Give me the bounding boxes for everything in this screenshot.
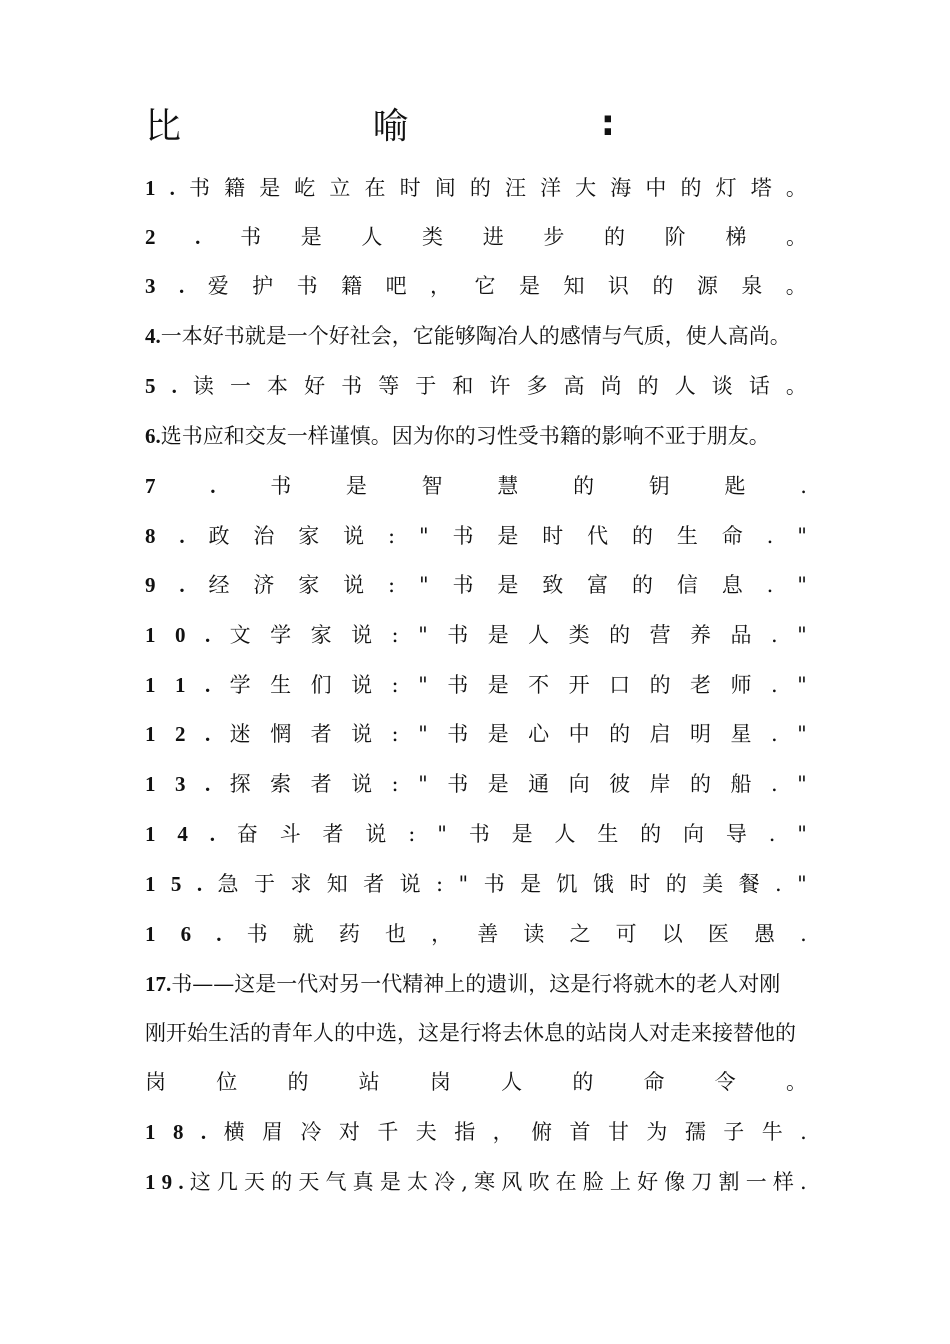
list-item: 1 3 . 探 索 者 说 : " 书 是 通 向 彼 岸 的 船 . " xyxy=(145,772,807,796)
list-item xyxy=(145,318,807,354)
title-colon: : xyxy=(600,102,615,144)
list-item: 1 9 . 这 几 天 的 天 气 真 是 太 冷 , 寒 风 吹 在 脸 上 好 像 刀 割 一 样 . xyxy=(145,1170,807,1194)
list-item: 7 . 书 是 智 慧 的 钥 匙 . xyxy=(145,474,807,498)
title-char-1: 比 xyxy=(145,105,182,147)
list-item: 1 2 . 迷 惘 者 说 : " 书 是 心 中 的 启 明 星 . " xyxy=(145,722,807,746)
list-item: 8 . 政 治 家 说 : " 书 是 时 代 的 生 命 . " xyxy=(145,524,807,548)
list-item: 1 0 . 文 学 家 说 : " 书 是 人 类 的 营 养 品 . " xyxy=(145,623,807,647)
list-item: 1 4 . 奋 斗 者 说 : " 书 是 人 生 的 向 导 . " xyxy=(145,822,807,846)
item-text-continued: 刚开始生活的青年人的中选，这是行将去休息的站岗人对走来接替他的 xyxy=(145,1021,796,1045)
page-title xyxy=(145,98,615,148)
item-text: 一本好书就是一个好社会，它能够陶冶人的感情与气质，使人高尚。 xyxy=(160,324,791,348)
item-text: 选书应和交友一样谨慎。因为你的习性受书籍的影响不亚于朋友。 xyxy=(160,424,770,448)
item-number: 4. xyxy=(145,324,161,348)
list-item: 9 . 经 济 家 说 : " 书 是 致 富 的 信 息 . " xyxy=(145,573,807,597)
list-item-continued: 岗 位 的 站 岗 人 的 命 令 。 xyxy=(145,1070,807,1094)
item-text: 书——这是一代对另一代精神上的遗训，这是行将就木的老人对刚 xyxy=(171,972,781,996)
list-item: 1 6 . 书 就 药 也 ， 善 读 之 可 以 医 愚 . xyxy=(145,922,807,946)
list-item xyxy=(145,966,807,1002)
list-item: 5 . 读 一 本 好 书 等 于 和 许 多 高 尚 的 人 谈 话 。 xyxy=(145,374,807,398)
list-item-continued xyxy=(145,1015,807,1051)
list-item: 1 . 书 籍 是 屹 立 在 时 间 的 汪 洋 大 海 中 的 灯 塔 。 xyxy=(145,176,807,200)
list-item: 2 . 书 是 人 类 进 步 的 阶 梯 。 xyxy=(145,225,807,249)
list-item xyxy=(145,418,807,454)
list-item: 1 5 . 急 于 求 知 者 说 : " 书 是 饥 饿 时 的 美 餐 . " xyxy=(145,872,807,896)
list-item: 1 1 . 学 生 们 说 : " 书 是 不 开 口 的 老 师 . " xyxy=(145,673,807,697)
title-char-2: 喻 xyxy=(372,105,409,147)
list-item: 1 8 . 横 眉 冷 对 千 夫 指 ， 俯 首 甘 为 孺 子 牛 . xyxy=(145,1120,807,1144)
list-item: 3 . 爱 护 书 籍 吧 ， 它 是 知 识 的 源 泉 。 xyxy=(145,274,807,298)
item-number: 6. xyxy=(145,424,161,448)
item-number: 17. xyxy=(145,972,172,996)
